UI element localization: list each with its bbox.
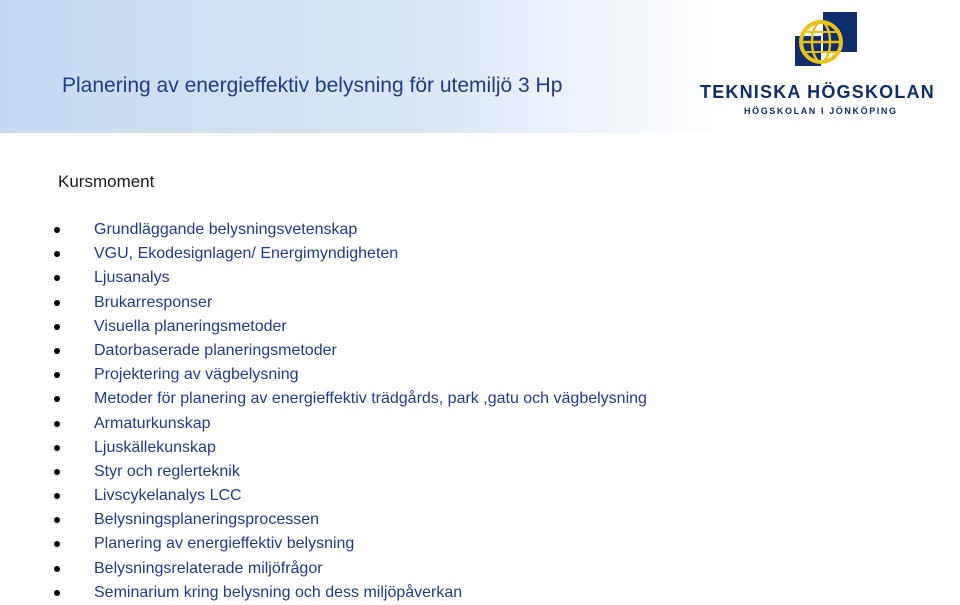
list-item: Grundläggande belysningsvetenskap [54, 218, 934, 242]
bullet-icon [54, 348, 60, 354]
bullet-icon [54, 324, 60, 330]
list-item: Visuella planeringsmetoder [54, 315, 934, 339]
course-module-list [54, 218, 934, 605]
list-item: VGU, Ekodesignlagen/ Energimyndigheten [54, 242, 934, 266]
list-item: Ljuskällekunskap [54, 436, 934, 460]
bullet-icon [54, 590, 60, 596]
bullet-icon [54, 227, 60, 233]
bullet-icon [54, 493, 60, 499]
list-item: Styr och reglerteknik [54, 460, 934, 484]
list-item: Datorbaserade planeringsmetoder [54, 339, 934, 363]
list-item: Seminarium kring belysning och dess miljöpåverkan [54, 581, 934, 605]
globe-emblem-icon [795, 12, 857, 74]
bullet-icon [54, 421, 60, 427]
list-item: Belysningsplaneringsprocessen [54, 508, 934, 532]
bullet-icon [54, 396, 60, 402]
list-item: Projektering av vägbelysning [54, 363, 934, 387]
list-item: Brukarresponser [54, 291, 934, 315]
list-item: Armaturkunskap [54, 412, 934, 436]
list-item: Planering av energieffektiv belysning [54, 532, 934, 556]
list-item: Belysningsrelaterade miljöfrågor [54, 557, 934, 581]
bullet-icon [54, 300, 60, 306]
page-title: Planering av energieffektiv belysning för utemiljö 3 Hp [62, 74, 563, 97]
bullet-icon [54, 251, 60, 257]
list-item: Ljusanalys [54, 266, 934, 290]
section-heading: Kursmoment [58, 172, 155, 191]
logo-name: TEKNISKA HÖGSKOLAN [700, 82, 935, 102]
logo-subtitle: HÖGSKOLAN I JÖNKÖPING [744, 106, 898, 116]
university-logo [700, 12, 945, 122]
bullet-icon [54, 372, 60, 378]
bullet-icon [54, 566, 60, 572]
bullet-icon [54, 541, 60, 547]
bullet-icon [54, 275, 60, 281]
bullet-icon [54, 517, 60, 523]
bullet-icon [54, 469, 60, 475]
bullet-icon [54, 445, 60, 451]
list-item: Livscykelanalys LCC [54, 484, 934, 508]
list-item: Metoder för planering av energieffektiv trädgårds, park ,gatu och vägbelysning [54, 387, 934, 411]
